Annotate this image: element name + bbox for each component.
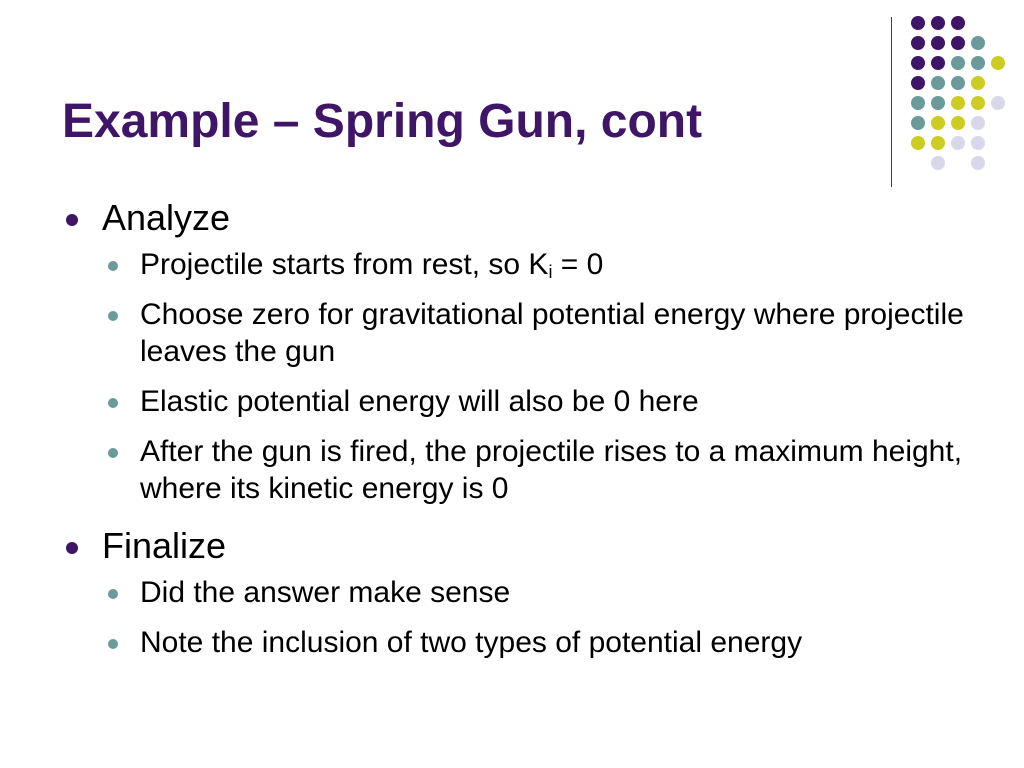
decorative-dot bbox=[951, 36, 965, 50]
sub-bullet-item bbox=[62, 574, 1002, 611]
sub-bullet-item bbox=[62, 296, 1002, 370]
bullet-dot-icon bbox=[66, 542, 78, 554]
sub-bullet-item bbox=[62, 433, 1002, 507]
sub-bullet-dot-icon bbox=[108, 398, 118, 408]
sub-bullet-suffix: = 0 bbox=[552, 248, 604, 281]
bullet-heading: Finalize bbox=[102, 525, 227, 566]
decorative-dot bbox=[911, 136, 925, 150]
sub-bullet-dot-icon bbox=[108, 589, 118, 599]
sub-bullet-dot-icon bbox=[108, 261, 118, 271]
decorative-dot bbox=[911, 116, 925, 130]
decorative-dot bbox=[911, 76, 925, 90]
decorative-dot bbox=[991, 56, 1005, 70]
sub-bullet-text: Did the answer make sense bbox=[140, 576, 511, 609]
slide-content bbox=[62, 196, 1002, 674]
sub-bullet-item bbox=[62, 624, 1002, 661]
subscript: i bbox=[548, 262, 553, 282]
finalize-sublist bbox=[62, 574, 1002, 661]
decorative-dot bbox=[931, 56, 945, 70]
decorative-dot bbox=[931, 116, 945, 130]
decorative-dot bbox=[931, 96, 945, 110]
decorative-dot bbox=[971, 36, 985, 50]
decorative-dot bbox=[911, 96, 925, 110]
decorative-dot bbox=[971, 96, 985, 110]
decorative-dot bbox=[951, 96, 965, 110]
bullet-finalize bbox=[62, 524, 1002, 568]
decorative-dot bbox=[911, 36, 925, 50]
sub-bullet-dot-icon bbox=[108, 639, 118, 649]
sub-bullet-text: After the gun is fired, the projectile rises to a maximum height, where its kinetic energy is 0 bbox=[140, 435, 963, 505]
bullet-analyze bbox=[62, 196, 1002, 240]
sub-bullet-text: Note the inclusion of two types of potential energy bbox=[140, 626, 803, 659]
decorative-dot bbox=[971, 56, 985, 70]
sub-bullet-item bbox=[62, 383, 1002, 420]
vertical-divider bbox=[891, 17, 892, 187]
decorative-dot bbox=[911, 56, 925, 70]
bullet-heading: Analyze bbox=[102, 197, 231, 238]
decorative-dot bbox=[971, 156, 985, 170]
sub-bullet-text: Choose zero for gravitational potential energy where projectile leaves the gun bbox=[140, 298, 964, 368]
sub-bullet-item bbox=[62, 246, 1002, 283]
sub-bullet-dot-icon bbox=[108, 448, 118, 458]
sub-bullet-dot-icon bbox=[108, 311, 118, 321]
decorative-dot bbox=[951, 56, 965, 70]
decorative-dot bbox=[971, 116, 985, 130]
decorative-dot bbox=[911, 16, 925, 30]
decorative-dot bbox=[951, 16, 965, 30]
decorative-dot bbox=[951, 76, 965, 90]
decorative-dot bbox=[931, 156, 945, 170]
sub-bullet-text: Elastic potential energy will also be 0 here bbox=[140, 385, 699, 418]
analyze-sublist bbox=[62, 246, 1002, 507]
decorative-dot bbox=[991, 96, 1005, 110]
decorative-dot bbox=[951, 116, 965, 130]
bullet-dot-icon bbox=[66, 214, 78, 226]
decorative-dot bbox=[931, 76, 945, 90]
decorative-dot bbox=[971, 76, 985, 90]
decorative-dot bbox=[931, 136, 945, 150]
decorative-dot bbox=[931, 16, 945, 30]
decorative-dot bbox=[931, 36, 945, 50]
slide-title: Example – Spring Gun, cont bbox=[62, 95, 703, 148]
decorative-dot bbox=[971, 136, 985, 150]
sub-bullet-text: Projectile starts from rest, so K bbox=[140, 248, 549, 281]
decorative-dot bbox=[951, 136, 965, 150]
